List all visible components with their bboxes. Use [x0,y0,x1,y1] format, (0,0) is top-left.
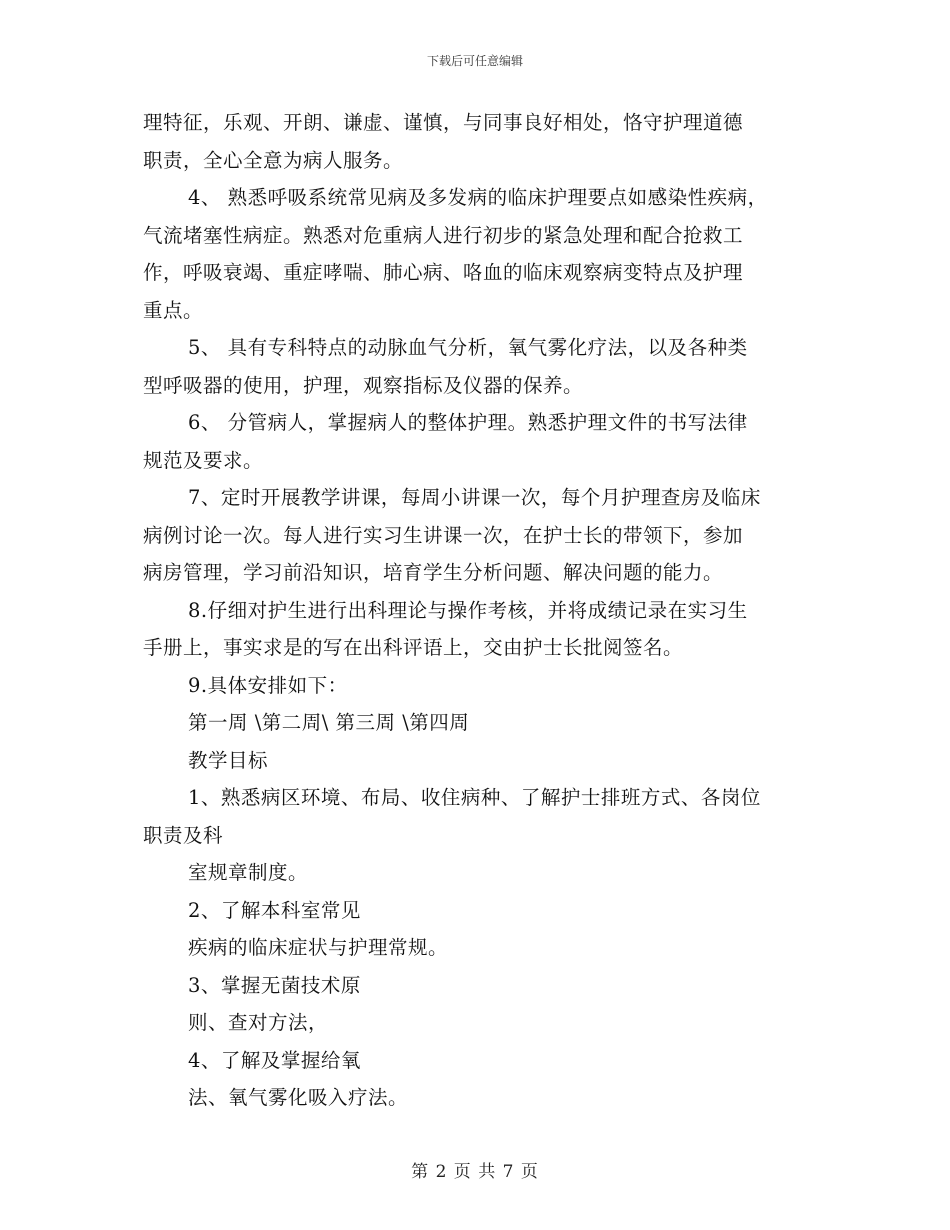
text-line: 型呼吸器的使用，护理，观察指标及仪器的保养。 [143,373,584,397]
text-line: 8.仔细对护生进行出科理论与操作考核，并将成绩记录在实习生 [188,598,748,622]
text-line: 规范及要求。 [143,448,264,472]
page-header: 下载后可任意编辑 [426,54,523,68]
text-line: 手册上，事实求是的写在出科评语上，交由护士长批阅签名。 [143,636,684,659]
document-body [143,104,807,1117]
text-line: 4、了解及掌握给氧 [188,1048,361,1072]
text-line: 2、了解本科室常见 [188,898,361,922]
text-line: 室规章制度。 [188,861,309,884]
text-line: 则、查对方法， [188,1011,329,1034]
text-line: 疾病的临床症状与护理常规。 [188,936,449,959]
text-line: 职责，全心全意为病人服务。 [143,148,404,172]
text-line: 5、 具有专科特点的动脉血气分析，氧气雾化疗法，以及各种类 [188,336,748,359]
text-line: 作，呼吸衰竭、重症哮喘、肺心病、咯血的临床观察病变特点及护理 [143,261,744,284]
text-line: 法、氧气雾化吸入疗法。 [188,1086,409,1109]
text-line: 重点。 [143,298,204,322]
text-line: 3、掌握无菌技术原 [188,973,361,997]
text-line: 教学目标 [188,748,269,772]
text-line: 1、熟悉病区环境、布局、收住病种、了解护士排班方式、各岗位 [188,786,761,809]
text-line: 第一周 \第二周\ 第三周 \第四周 [188,711,470,734]
text-line: 7、定时开展教学讲课，每周小讲课一次，每个月护理查房及临床 [188,486,761,509]
page-footer: 第 2 页 共 7 页 [411,1162,539,1182]
text-line: 6、 分管病人，掌握病人的整体护理。熟悉护理文件的书写法律 [188,411,748,434]
text-line: 气流堵塞性病症。熟悉对危重病人进行初步的紧急处理和配合抢救工 [143,223,744,247]
text-line: 9.具体安排如下： [188,673,348,697]
text-line: 病房管理，学习前沿知识，培育学生分析问题、解决问题的能力。 [143,561,724,584]
text-line: 病例讨论一次。每人进行实习生讲课一次，在护士长的带领下，参加 [143,523,744,547]
text-line: 4、 熟悉呼吸系统常见病及多发病的临床护理要点如感染性疾病， [188,186,768,209]
text-line: 理特征，乐观、开朗、谦虚、谨慎，与同事良好相处，恪守护理道德 [143,111,744,134]
text-line: 职责及科 [143,823,224,847]
